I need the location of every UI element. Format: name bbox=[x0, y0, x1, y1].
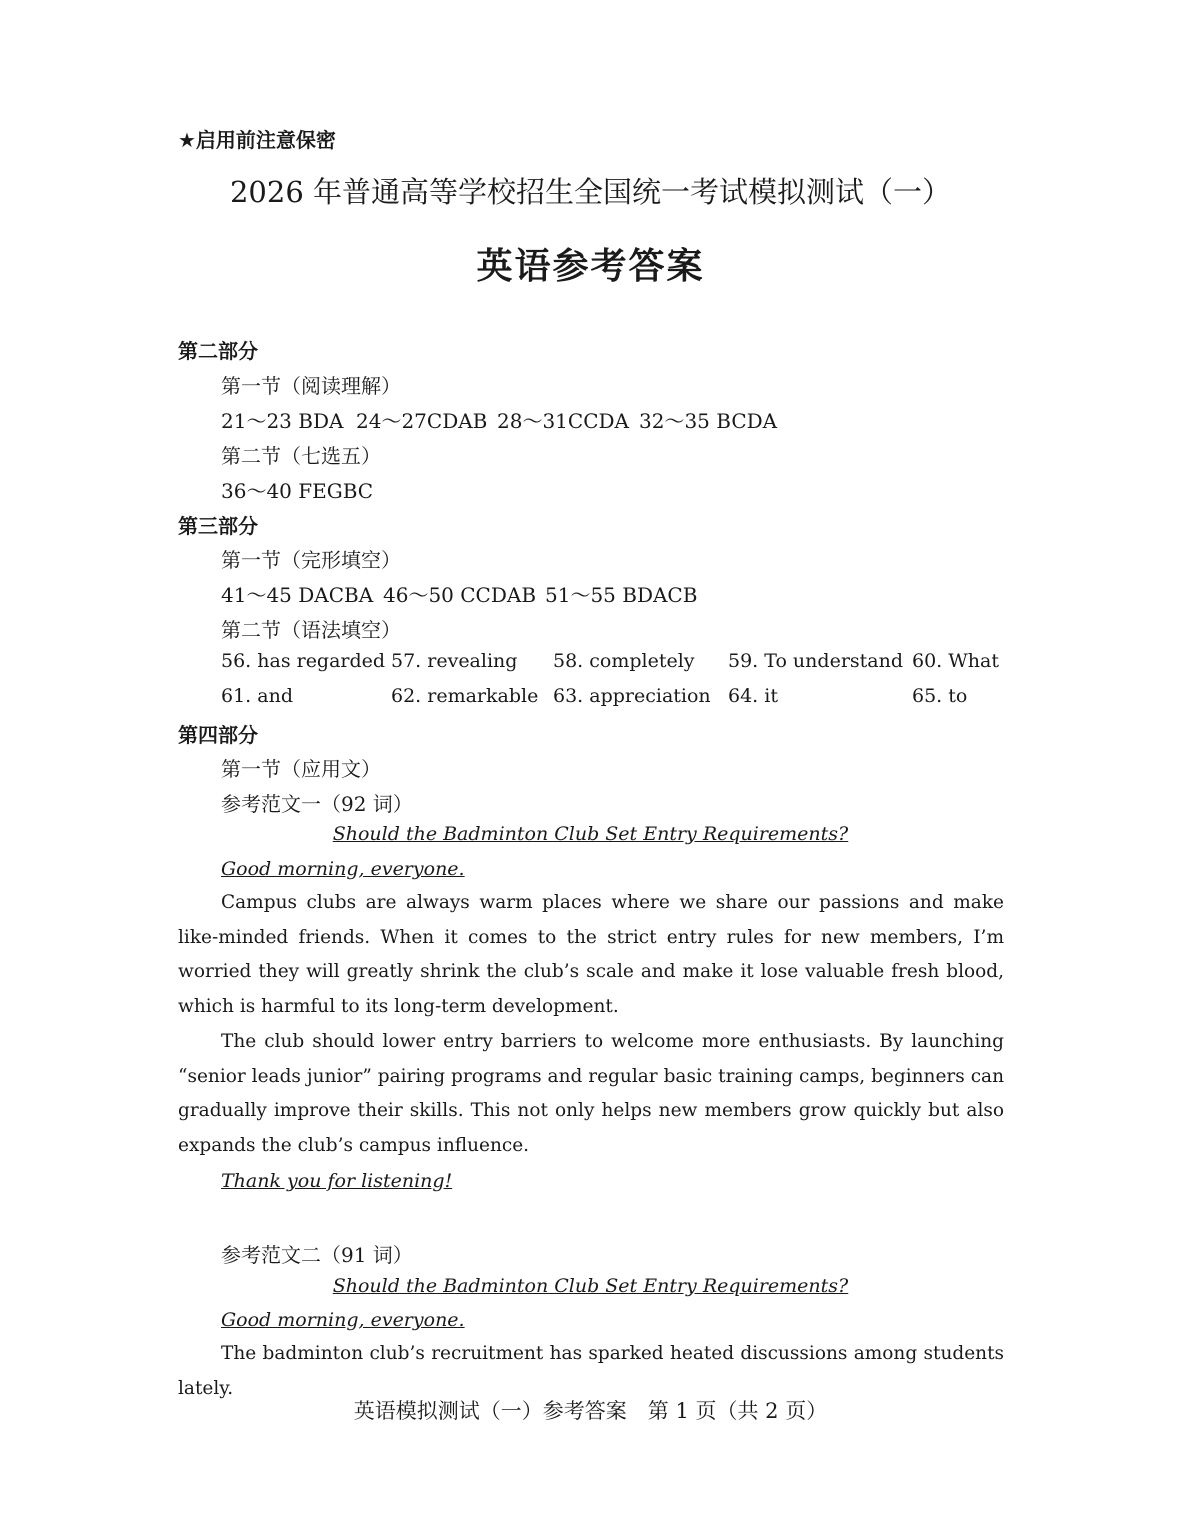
part2-section1-answers bbox=[221, 405, 777, 434]
answer-group: 46～50 CCDAB bbox=[383, 583, 537, 607]
sample2-paragraph: The badminton club’s recruitment has sparked heated discussions among students lately. bbox=[178, 1343, 1004, 1399]
part2-section2-answers: 36～40 FEGBC bbox=[221, 479, 374, 503]
grammar-answer: 62. remarkable bbox=[391, 685, 539, 707]
answer-key-title: 英语参考答案 bbox=[476, 246, 705, 287]
sample1-label: 参考范文一（92 词） bbox=[221, 792, 413, 816]
sample1-paragraph: The club should lower entry barriers to welcome more enthusiasts. By launching “senior leads junior” pairing programs and regular basic training camps, beginners can gradually improve their skills. This not only helps new members grow quickly but also expands the club’s campus influence. bbox=[178, 1031, 1004, 1157]
grammar-answer: 64. it bbox=[728, 685, 778, 707]
part2-heading: 第二部分 bbox=[178, 339, 258, 363]
grammar-answer: 65. to bbox=[912, 685, 968, 707]
part4-section1-heading: 第一节（应用文） bbox=[221, 757, 381, 781]
answer-group: 32～35 BCDA bbox=[639, 409, 778, 433]
part3-section1-heading: 第一节（完形填空） bbox=[221, 548, 401, 572]
sample1-title: Should the Badminton Club Set Entry Requirements? bbox=[332, 823, 849, 845]
grammar-answer: 63. appreciation bbox=[553, 685, 711, 707]
page-footer: 英语模拟测试（一）参考答案 第 1 页（共 2 页） bbox=[353, 1399, 828, 1423]
answer-group: 28～31CCDA bbox=[497, 409, 629, 433]
grammar-answer: 57. revealing bbox=[391, 650, 518, 672]
grammar-answer: 59. To understand bbox=[728, 650, 904, 672]
grammar-answer: 56. has regarded bbox=[221, 650, 386, 672]
secret-mark: ★启用前注意保密 bbox=[178, 128, 336, 152]
grammar-answer: 61. and bbox=[221, 685, 293, 707]
answer-group: 21～23 BDA bbox=[221, 409, 344, 433]
sample2-greeting: Good morning, everyone. bbox=[221, 1309, 465, 1331]
answer-group: 24～27CDAB bbox=[356, 409, 488, 433]
part2-section2-heading: 第二节（七选五） bbox=[221, 444, 381, 468]
exam-title: 2026 年普通高等学校招生全国统一考试模拟测试（一） bbox=[229, 175, 952, 209]
sample1-greeting: Good morning, everyone. bbox=[221, 858, 465, 880]
part3-heading: 第三部分 bbox=[178, 514, 258, 538]
part2-section1-heading: 第一节（阅读理解） bbox=[221, 374, 401, 398]
part4-heading: 第四部分 bbox=[178, 723, 258, 747]
sample2-title: Should the Badminton Club Set Entry Requirements? bbox=[332, 1275, 849, 1297]
part3-section1-answers bbox=[221, 579, 697, 608]
grammar-answer: 58. completely bbox=[553, 650, 695, 672]
answer-group: 41～45 DACBA bbox=[221, 583, 374, 607]
sample2-label: 参考范文二（91 词） bbox=[221, 1243, 413, 1267]
sample1-paragraph: Campus clubs are always warm places where we share our passions and make like-minded friends. When it comes to the strict entry rules for new members, I’m worried they will greatly shrink the club’s scale and make it lose valuable fresh blood, which is harmful to its long-term development. bbox=[178, 892, 1004, 1018]
grammar-answer: 60. What bbox=[912, 650, 999, 672]
answer-group: 51～55 BDACB bbox=[545, 583, 698, 607]
sample1-closing: Thank you for listening! bbox=[221, 1170, 453, 1192]
part3-section2-heading: 第二节（语法填空） bbox=[221, 618, 401, 642]
